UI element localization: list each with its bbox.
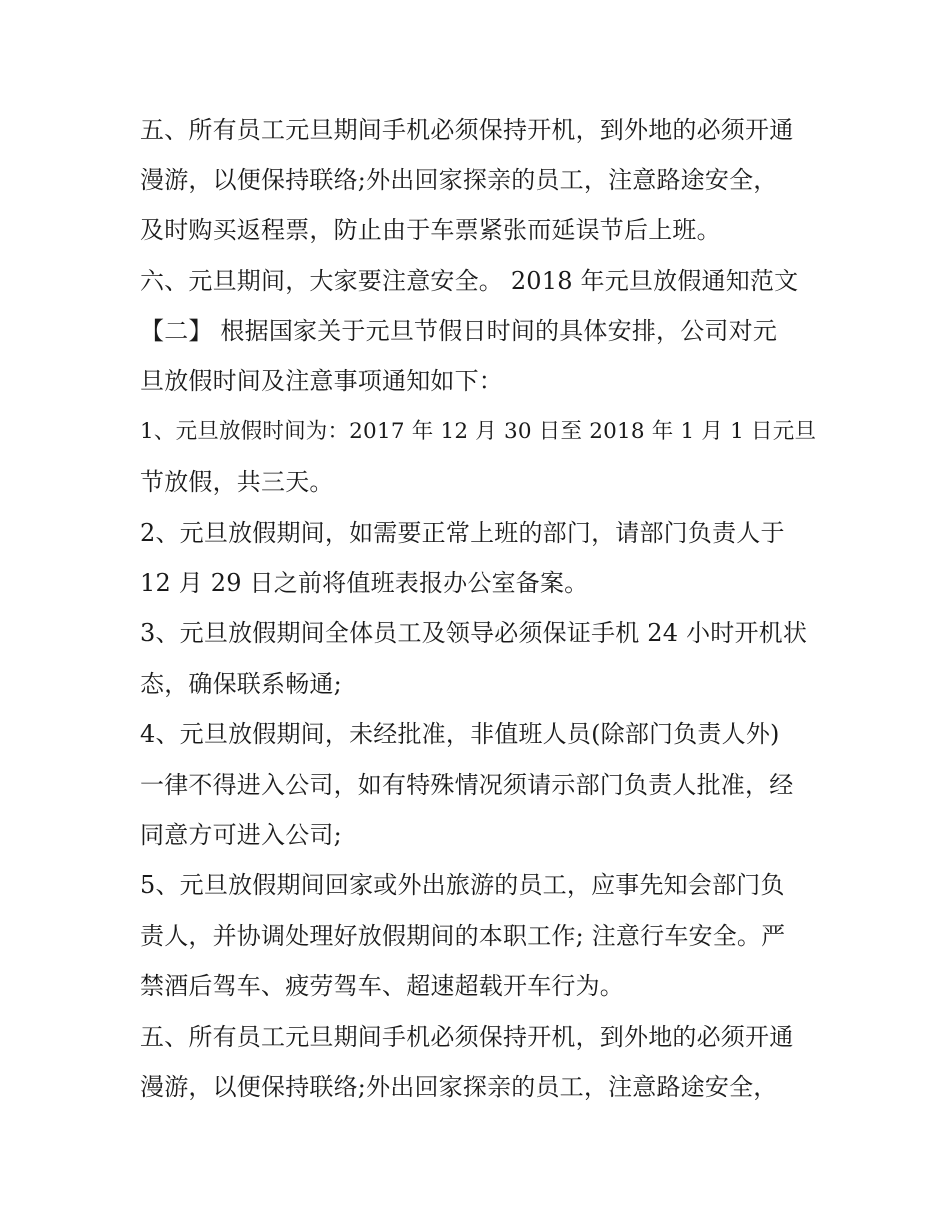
text-line: 六、元旦期间，大家要注意安全。 2018 年元旦放假通知范文 (140, 267, 799, 295)
text-line: 5、元旦放假期间回家或外出旅游的员工，应事先知会部门负 (140, 871, 785, 899)
text-line: 及时购买返程票，防止由于车票紧张而延误节后上班。 (140, 216, 721, 244)
text-line: 4、元旦放假期间，未经批准，非值班人员(除部门负责人外) (140, 720, 780, 748)
text-line: 漫游，以便保持联络;外出回家探亲的员工，注意路途安全， (140, 166, 778, 194)
text-line: 同意方可进入公司; (140, 821, 342, 849)
text-line: 1、元旦放假时间为：2017 年 12 月 30 日至 2018 年 1 月 1 日元旦 (140, 419, 817, 444)
text-line: 【二】 根据国家关于元旦节假日时间的具体安排，公司对元 (140, 317, 778, 345)
text-line: 禁酒后驾车、疲劳驾车、超速超载开车行为。 (140, 972, 624, 1000)
text-line: 五、所有员工元旦期间手机必须保持开机，到外地的必须开通 (140, 1023, 794, 1051)
text-line: 旦放假时间及注意事项通知如下： (140, 367, 503, 395)
text-line: 2、元旦放假期间，如需要正常上班的部门，请部门负责人于 (140, 519, 785, 547)
text-line: 五、所有员工元旦期间手机必须保持开机，到外地的必须开通 (140, 116, 794, 144)
text-line: 责人，并协调处理好放假期间的本职工作; 注意行车安全。严 (140, 922, 786, 950)
text-line: 12 月 29 日之前将值班表报办公室备案。 (140, 569, 589, 597)
text-line: 态，确保联系畅通; (140, 670, 342, 698)
text-line: 漫游，以便保持联络;外出回家探亲的员工，注意路途安全， (140, 1073, 778, 1101)
text-line: 3、元旦放假期间全体员工及领导必须保证手机 24 小时开机状 (140, 619, 808, 647)
text-line: 节放假，共三天。 (140, 468, 334, 496)
text-line: 一律不得进入公司，如有特殊情况须请示部门负责人批准，经 (140, 771, 794, 799)
